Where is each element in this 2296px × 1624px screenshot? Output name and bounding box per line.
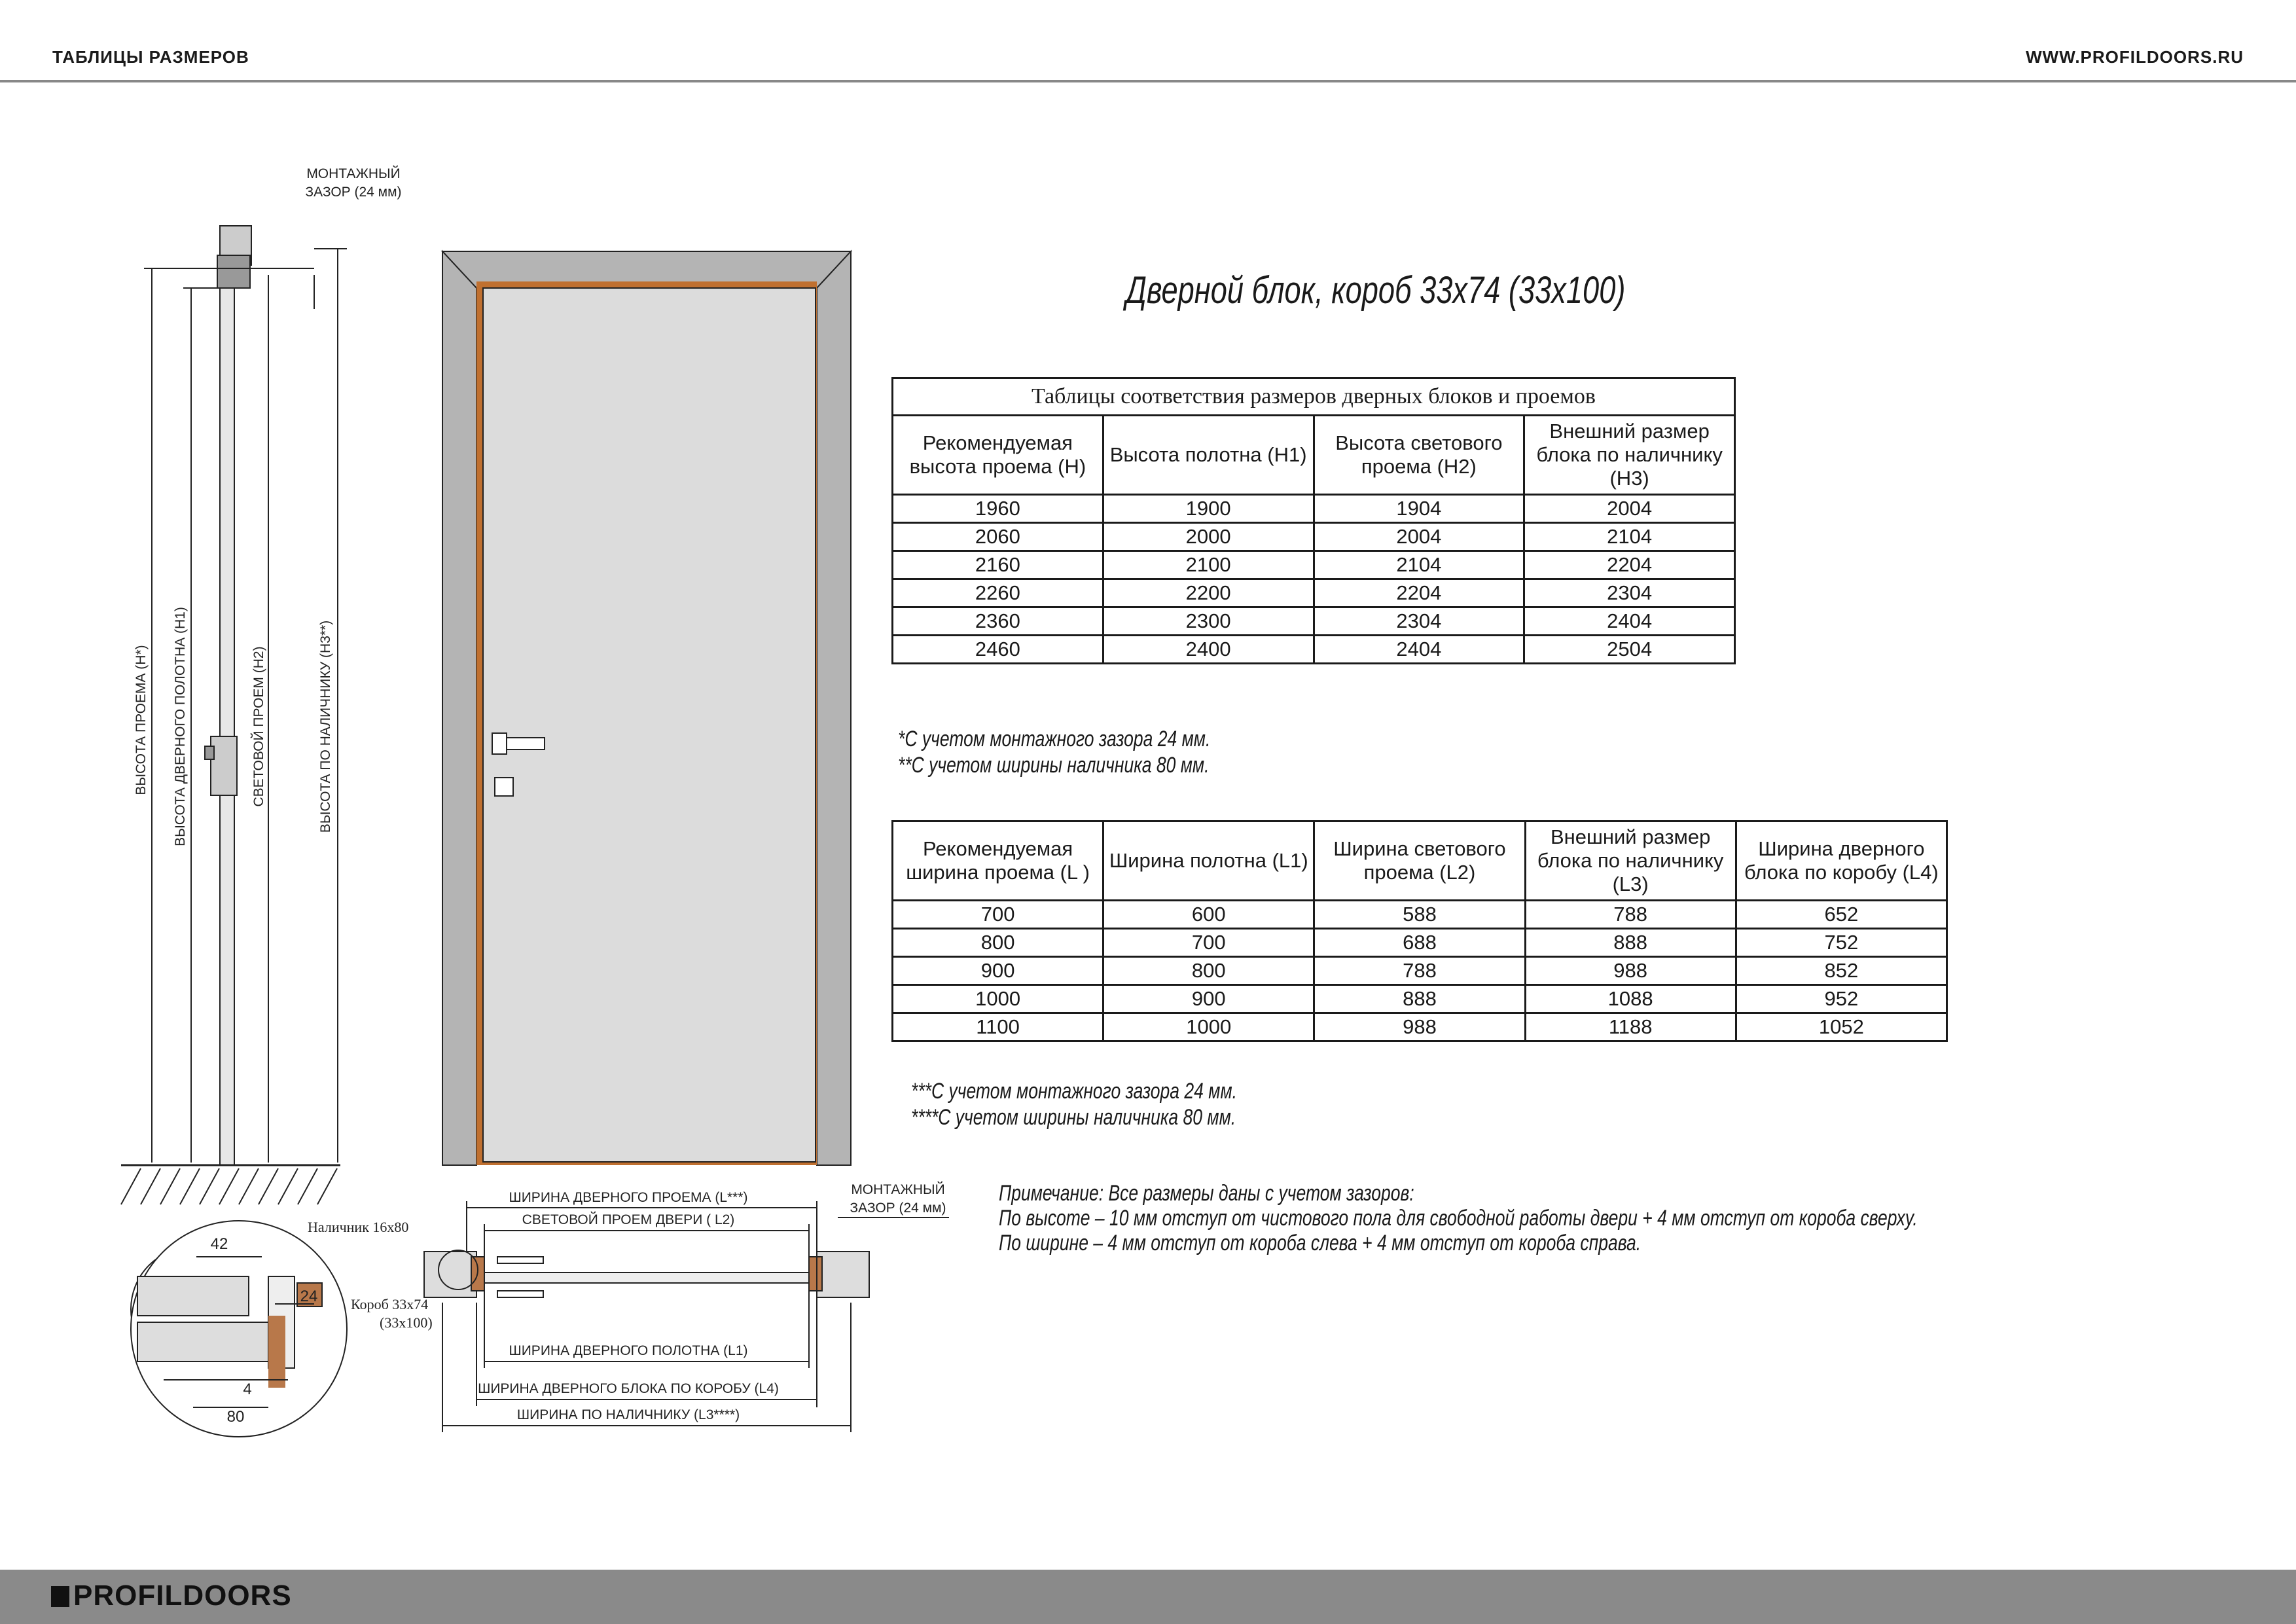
dim-24: 24 <box>300 1288 318 1305</box>
gap-label-1: МОНТАЖНЫЙ <box>306 166 401 181</box>
footer-bar <box>0 1570 2296 1624</box>
brand-logo <box>51 1579 292 1612</box>
website-link[interactable]: WWW.PROFILDOORS.RU <box>2026 47 2244 67</box>
remark-width: По ширине – 4 мм отступ от короба слева + 4 мм отступ от короба справа. <box>999 1231 1641 1255</box>
height-note-1: *С учетом монтажного зазора 24 мм. <box>898 727 1211 751</box>
side-section-drawing <box>121 226 347 1204</box>
dim-h: ВЫСОТА ПРОЕМА (H*) <box>134 645 149 795</box>
dim-l4: ШИРИНА ДВЕРНОГО БЛОКА ПО КОРОБУ (L4) <box>478 1381 779 1396</box>
table-row: 1100 1000 988 1188 1052 <box>893 1013 1947 1041</box>
table-row: 2260 2200 2204 2304 <box>893 579 1735 607</box>
remark-height: По высоте – 10 мм отступ от чистового пола для свободной работы двери + 4 мм отступ от короба сверху. <box>999 1206 1918 1231</box>
profile-detail <box>131 1221 347 1437</box>
korob-label-2: (33х100) <box>380 1314 433 1331</box>
page-title: Дверной блок, короб 33х74 (33х100) <box>1126 269 1626 312</box>
dim-l: ШИРИНА ДВЕРНОГО ПРОЕМА (L***) <box>509 1190 748 1205</box>
height-table <box>891 377 1736 664</box>
dim-h3: ВЫСОТА ПО НАЛИЧНИКУ (H3**) <box>318 620 333 833</box>
plan-gap-label-1: МОНТАЖНЫЙ <box>851 1182 945 1197</box>
plan-gap-label-2: ЗАЗОР (24 мм) <box>850 1200 946 1216</box>
width-note-1: ***С учетом монтажного зазора 24 мм. <box>911 1079 1238 1104</box>
table-row: 1960 1900 1904 2004 <box>893 495 1735 523</box>
th-l1: Ширина полотна (L1) <box>1103 821 1314 901</box>
table-row: 2160 2100 2104 2204 <box>893 551 1735 579</box>
dim-h1: ВЫСОТА ДВЕРНОГО ПОЛОТНА (H1) <box>173 607 188 846</box>
table-row: 2360 2300 2304 2404 <box>893 607 1735 636</box>
dim-80: 80 <box>226 1408 245 1426</box>
table-row: 2460 2400 2404 2504 <box>893 636 1735 664</box>
table-row: 700 600 588 788 652 <box>893 901 1947 929</box>
th-h3: Внешний размер блока по наличнику (H3) <box>1524 416 1735 495</box>
brand-name: PROFILDOORS <box>73 1579 292 1612</box>
nalichnik-label: Наличник 16х80 <box>308 1219 409 1235</box>
korob-label-1: Короб 33х74 <box>351 1296 429 1312</box>
th-l: Рекомендуемая ширина проема (L ) <box>893 821 1103 901</box>
table-row: 2060 2000 2004 2104 <box>893 523 1735 551</box>
th-h: Рекомендуемая высота проема (H) <box>893 416 1103 495</box>
section-title: ТАБЛИЦЫ РАЗМЕРОВ <box>52 47 249 67</box>
dim-l1: ШИРИНА ДВЕРНОГО ПОЛОТНА (L1) <box>509 1343 748 1358</box>
dim-4: 4 <box>243 1380 252 1398</box>
th-l3: Внешний размер блока по наличнику (L3) <box>1525 821 1736 901</box>
th-h2: Высота светового проема (H2) <box>1314 416 1524 495</box>
width-note-2: ****С учетом ширины наличника 80 мм. <box>911 1105 1236 1130</box>
height-note-2: **С учетом ширины наличника 80 мм. <box>898 753 1210 778</box>
gap-label-2: ЗАЗОР (24 мм) <box>305 185 402 200</box>
th-l4: Ширина дверного блока по коробу (L4) <box>1736 821 1946 901</box>
table-row: 1000 900 888 1088 952 <box>893 985 1947 1013</box>
dim-h2: СВЕТОВОЙ ПРОЕМ (H2) <box>251 646 266 807</box>
remark-title: Примечание: Все размеры даны с учетом зазоров: <box>999 1181 1414 1206</box>
dim-l3: ШИРИНА ПО НАЛИЧНИКУ (L3****) <box>516 1407 740 1422</box>
height-table-caption: Таблицы соответствия размеров дверных блоков и проемов <box>893 378 1735 416</box>
door-front-view <box>442 251 851 1165</box>
width-table <box>891 820 1948 1042</box>
th-h1: Высота полотна (H1) <box>1103 416 1314 495</box>
th-l2: Ширина светового проема (L2) <box>1314 821 1525 901</box>
dim-l2: СВЕТОВОЙ ПРОЕМ ДВЕРИ ( L2) <box>522 1212 735 1227</box>
dim-42: 42 <box>210 1235 228 1253</box>
logo-square-icon <box>51 1586 69 1607</box>
table-row: 900 800 788 988 852 <box>893 957 1947 985</box>
table-row: 800 700 688 888 752 <box>893 929 1947 957</box>
